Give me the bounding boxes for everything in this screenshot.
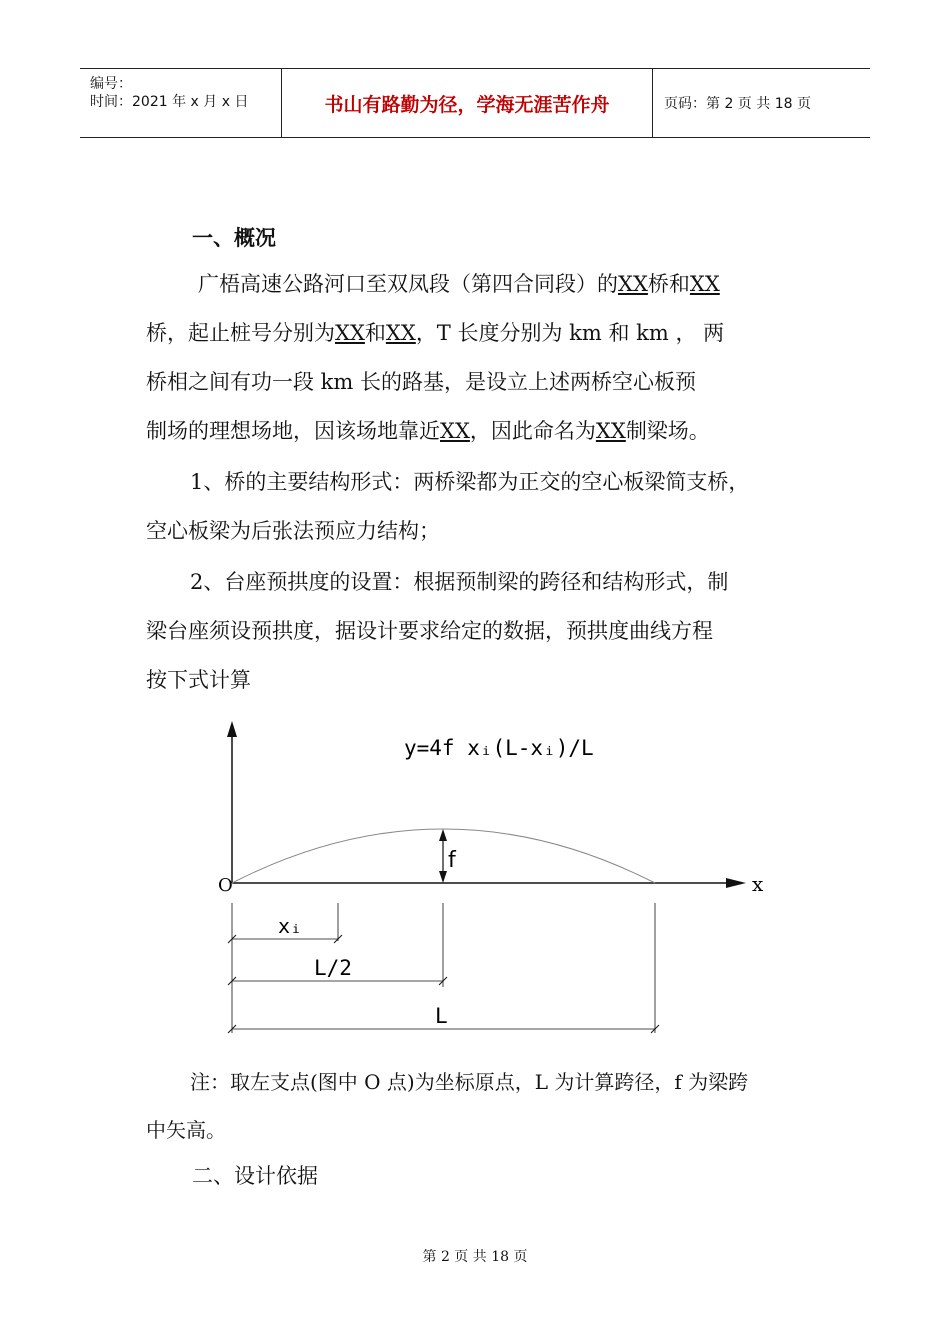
- note-line1: 注：取左支点(图中 O 点)为坐标原点，L 为计算跨径，f 为梁跨: [190, 1070, 749, 1094]
- paragraph-overview-line4: [146, 407, 810, 456]
- paragraph-camber-l1: 2、台座预拱度的设置：根据预制梁的跨径和结构形式，制: [190, 570, 729, 594]
- f-arrow-up: [439, 829, 447, 841]
- section-title-design-basis: 二、设计依据: [192, 1164, 318, 1188]
- text-span: 桥和: [647, 272, 690, 296]
- paragraph-camber-l2: 梁台座须设预拱度，据设计要求给定的数据，预拱度曲线方程: [146, 619, 713, 643]
- origin-label: O: [218, 875, 233, 896]
- camber-diagram: [200, 715, 800, 1045]
- f-arrow-down: [439, 871, 447, 883]
- x-axis-label: x: [752, 872, 764, 896]
- placeholder-xx: XX: [689, 272, 720, 296]
- page-footer: 第 2 页 共 18 页: [422, 1249, 528, 1265]
- text-span: 制梁场。: [625, 419, 710, 443]
- note-line2: 中矢高。: [146, 1118, 226, 1142]
- doc-time-label: 时间：2021 年 x 月 x 日: [90, 94, 249, 110]
- formula: y=4f xᵢ(L-xᵢ)/L: [404, 736, 594, 760]
- paragraph-camber-l3: 按下式计算: [146, 668, 251, 692]
- header-motto: 书山有路勤为径，学海无涯苦作舟: [282, 69, 653, 137]
- text-span: ，T 长度分别为 km 和 km ， 两: [415, 321, 725, 345]
- text-span: 广梧高速公路河口至双凤段（第四合同段）的: [198, 272, 618, 296]
- paragraph-structure-l1: 1、桥的主要结构形式：两桥梁都为正交的空心板梁简支桥，: [190, 470, 750, 494]
- placeholder-xx: XX: [440, 419, 470, 443]
- header-page-info: 页码：第 2 页 共 18 页: [664, 96, 811, 112]
- section-title-overview: 一、概况: [192, 226, 276, 250]
- y-axis-arrow: [227, 721, 237, 737]
- doc-number-label: 编号：: [90, 76, 132, 92]
- placeholder-xx: XX: [618, 272, 648, 296]
- paragraph-overview-line3: 桥相之间有功一段 km 长的路基，是设立上述两桥空心板预: [146, 370, 696, 394]
- paragraph-structure-l2: 空心板梁为后张法预应力结构；: [146, 519, 440, 543]
- span-label: L: [435, 1004, 448, 1028]
- placeholder-xx: XX: [595, 419, 626, 443]
- paragraph-overview: [146, 260, 810, 309]
- x-axis-arrow: [726, 878, 746, 888]
- text-span: 和: [364, 321, 386, 345]
- placeholder-xx: XX: [335, 321, 365, 345]
- page-header: [80, 68, 870, 138]
- f-label: f: [448, 848, 456, 873]
- paragraph-overview-line2: [146, 309, 810, 358]
- placeholder-xx: XX: [385, 321, 416, 345]
- half-span-label: L/2: [314, 956, 352, 980]
- xi-label: xᵢ: [278, 914, 303, 938]
- text-span: ，因此命名为: [469, 419, 596, 443]
- text-span: 桥，起止桩号分别为: [146, 321, 335, 345]
- text-span: 制场的理想场地，因该场地靠近: [146, 419, 440, 443]
- header-meta: [80, 69, 282, 137]
